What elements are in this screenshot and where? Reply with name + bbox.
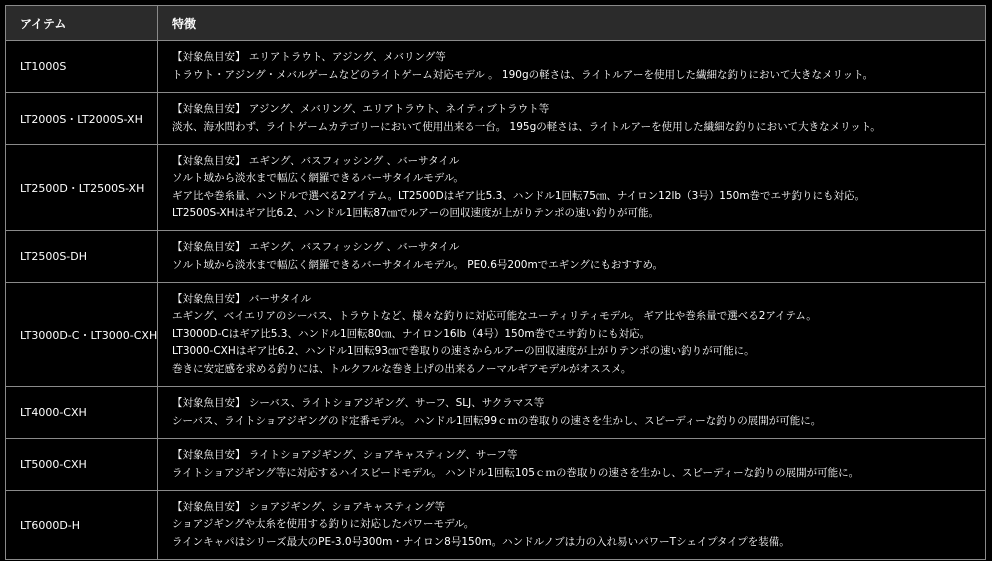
- item-name: LT3000D-C・LT3000-CXH: [6, 283, 158, 387]
- feature-line: LT3000D-Cはギア比5.3、ハンドル1回転80㎝、ナイロン16lb（4号）150m巻でエサ釣りにも対応。: [172, 327, 651, 340]
- feature-cell: [158, 283, 986, 387]
- feature-cell: [158, 387, 986, 439]
- feature-line: シーバス、ライトショアジギングのド定番モデル。 ハンドル1回転99ｃｍの巻取りの速さを生かし、スピーディーな釣りの展開が可能に。: [172, 414, 822, 427]
- table-row: [6, 439, 986, 491]
- table-row: [6, 491, 986, 560]
- feature-line: 【対象魚目安】 ショアジギング、ショアキャスティング等: [172, 500, 446, 513]
- feature-line: 【対象魚目安】 ライトショアジギング、ショアキャスティング、サーフ等: [172, 449, 518, 461]
- spec-table: [5, 5, 986, 560]
- feature-line: 【対象魚目安】 エギング、バスフィッシング 、バーサタイル: [172, 154, 460, 167]
- feature-line: ラインキャパはシリーズ最大のPE-3.0号300m・ナイロン8号150m。ハンドルノブは力の入れ易いパワーTシェイプタイプを装備。: [172, 535, 790, 548]
- feature-line: LT2500S-XHはギア比6.2、ハンドル1回転87㎝でルアーの回収速度が上がりテンポの速い釣りが可能。: [172, 207, 659, 219]
- feature-cell: [158, 41, 986, 93]
- item-name: LT5000-CXH: [6, 439, 158, 491]
- table-row: [6, 283, 986, 387]
- table-row: [6, 387, 986, 439]
- table-row: [6, 145, 986, 231]
- item-name: LT1000S: [6, 41, 158, 93]
- feature-line: 淡水、海水問わず、ライトゲームカテゴリーにおいて使用出来る一台。 195gの軽さは、ライトルアーを使用した繊細な釣りにおいて大きなメリット。: [172, 120, 881, 133]
- item-name: LT6000D-H: [6, 491, 158, 560]
- feature-line: ソルト域から淡水まで幅広く網羅できるバーサタイルモデル。 PE0.6号200mでエギングにもおすすめ。: [172, 258, 664, 271]
- table-row: [6, 231, 986, 283]
- feature-line: 【対象魚目安】 エギング、バスフィッシング 、バーサタイル: [172, 241, 460, 253]
- header-feature: 特徴: [158, 6, 986, 41]
- feature-line: エギング、ベイエリアのシーバス、トラウトなど、様々な釣りに対応可能なユーティリティモデル。 ギア比や巻糸量で選べる2アイテム。: [172, 310, 817, 323]
- feature-line: 巻きに安定感を求める釣りには、トルクフルな巻き上げの出来るノーマルギアモデルがオススメ。: [172, 362, 632, 375]
- feature-line: ライトショアジギング等に対応するハイスピードモデル。 ハンドル1回転105ｃｍの巻取りの速さを生かし、スピーディーな釣りの展開が可能に。: [172, 466, 860, 479]
- feature-cell: [158, 491, 986, 560]
- feature-line: 【対象魚目安】 シーバス、ライトショアジギング、サーフ、SLJ、サクラマス等: [172, 397, 545, 409]
- feature-cell: [158, 93, 986, 145]
- feature-line: トラウト・アジング・メバルゲームなどのライトゲーム対応モデル 。 190gの軽さは、ライトルアーを使用した繊細な釣りにおいて大きなメリット。: [172, 68, 874, 81]
- table-row: [6, 41, 986, 93]
- item-name: LT2500S-DH: [6, 231, 158, 283]
- item-name: LT2000S・LT2000S-XH: [6, 93, 158, 145]
- feature-line: 【対象魚目安】 バーサタイル: [172, 292, 312, 305]
- feature-line: ショアジギングや太糸を使用する釣りに対応したパワーモデル。: [172, 518, 475, 531]
- feature-line: ソルト域から淡水まで幅広く網羅できるバーサタイルモデル。: [172, 172, 464, 184]
- item-name: LT4000-CXH: [6, 387, 158, 439]
- feature-cell: [158, 231, 986, 283]
- feature-line: 【対象魚目安】 アジング、メバリング、エリアトラウト、ネイティブトラウト等: [172, 103, 550, 115]
- feature-line: LT3000-CXHはギア比6.2、ハンドル1回転93㎝で巻取りの速さからルアーの回収速度が上がりテンポの速い釣りが可能に。: [172, 345, 755, 358]
- table-row: [6, 93, 986, 145]
- feature-line: 【対象魚目安】 エリアトラウト、アジング、メバリング等: [172, 51, 446, 63]
- feature-cell: [158, 439, 986, 491]
- header-item: アイテム: [6, 6, 158, 41]
- feature-line: ギア比や巻糸量、ハンドルで選べる2アイテム。LT2500Dはギア比5.3、ハンドル1回転75㎝、ナイロン12lb（3号）150m巻でエサ釣りにも対応。: [172, 189, 866, 202]
- feature-cell: [158, 145, 986, 231]
- table-header-row: [6, 6, 986, 41]
- item-name: LT2500D・LT2500S-XH: [6, 145, 158, 231]
